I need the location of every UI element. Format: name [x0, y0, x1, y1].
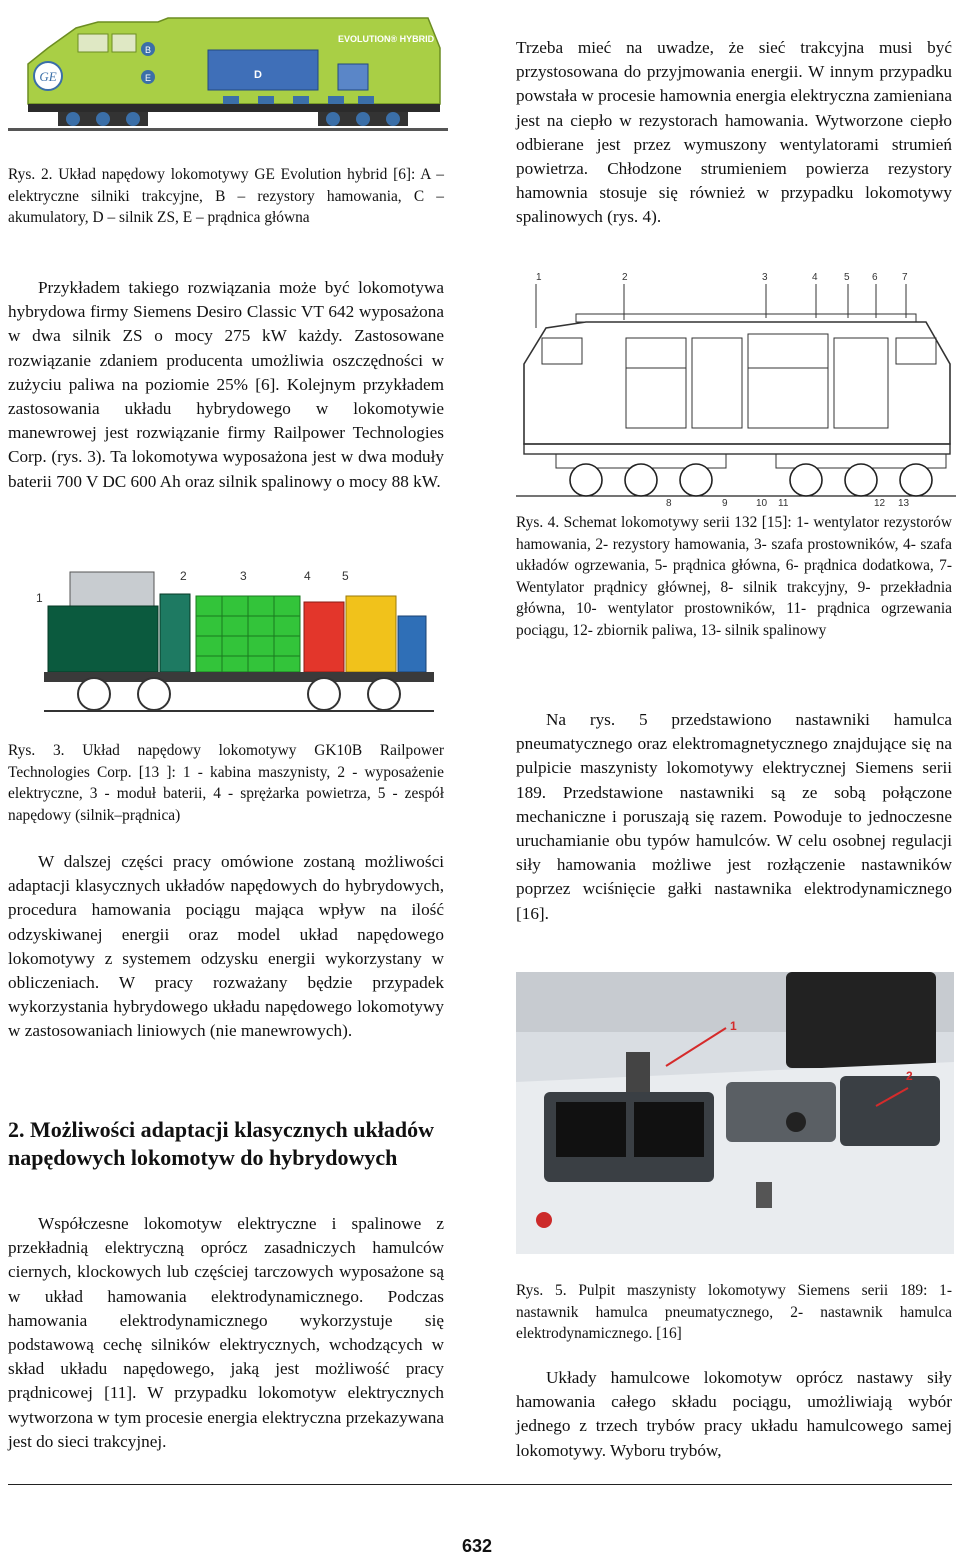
- svg-text:E: E: [145, 73, 152, 83]
- left-paragraph-2: W dalszej części pracy omówione zostaną możliwości adaptacji klasycznych układów napędowych do hybrydowych, procedura hamowania pociągu mająca wpływ na ilość odzyskiwanej energii oraz model układ napędowego lokomotywy z systemem odzysku energii wykorzystany w obliczeniach. W pracy rozważany będzie przypadek wykorzystania hybrydowego układu napędowego lokomotywy w zastosowaniach liniowych (nie manewrowych).: [8, 852, 444, 1041]
- figure-4-image: [516, 268, 956, 510]
- fig5-number-2: 2: [906, 1069, 913, 1083]
- svg-text:B: B: [145, 45, 152, 55]
- fig4-bottom-11: 11: [778, 498, 789, 509]
- fig5-number-1: 1: [730, 1019, 737, 1033]
- section-heading: 2. Możliwości adaptacji klasycznych układów napędowych lokomotyw do hybrydowych: [8, 1117, 434, 1170]
- evolution-hybrid-banner: EVOLUTION® HYBRID: [338, 34, 435, 44]
- fig3-number-5: 5: [342, 569, 349, 583]
- figure-3-image: [8, 566, 444, 716]
- fig4-bottom-13: 13: [898, 498, 910, 509]
- right-paragraph-2: Na rys. 5 przedstawiono nastawniki hamulca pneumatycznego oraz elektromagnetycznego znajdujące się na pulpicie maszynisty lokomotywy elektrycznej Siemens serii 189. Przedstawione nastawniki są ze sobą połączone mechaniczne i poruszają się razem. Powoduje to jednoczesne uruchamianie obu typów hamulców. W celu osobnej regulacji siły hamowania możliwe jest rozłączenie nastawników poprzez wciśnięcie gałki nastawnika elektrodynamicznego [16].: [516, 710, 952, 923]
- figure-5-caption: Rys. 5. Pulpit maszynisty lokomotywy Siemens serii 189: 1- nastawnik hamulca pneumatycznego, 2- nastawnik hamulca elektrodynamicznego. [16]: [516, 1282, 952, 1343]
- figure-4-caption: Rys. 4. Schemat lokomotywy serii 132 [15]: 1- wentylator rezystorów hamowania, 2- rezystory hamowania, 3- szafa prostowników, 4- szafa układów ogrzewania, 5- prądnica główna, 6- prądnica dodatkowa, 7- Wentylator prądnicy głównej, 8- silnik trakcyjny, 9- przekładnia główna, 10- wentylator prostowników, 11- prądnica ogrzewania pociągu, 12- zbiornik paliwa, 13- silnik spalinowy: [516, 514, 952, 639]
- fig3-number-4: 4: [304, 569, 311, 583]
- fig4-top-5: 5: [844, 272, 850, 283]
- ge-logo: GE: [39, 69, 57, 84]
- page-number: 632: [462, 1536, 493, 1556]
- fig4-bottom-9: 9: [722, 498, 728, 509]
- fig4-top-2: 2: [622, 272, 628, 283]
- figure-3-caption: Rys. 3. Układ napędowy lokomotywy GK10B Railpower Technologies Corp. [13 ]: 1 - kabina maszynisty, 2 - wyposażenie elektryczne, 3 - moduł baterii, 4 - sprężarka powietrza, 5 - zespół napędowy (silnik–prądnica): [8, 742, 444, 824]
- right-paragraph-3: Układy hamulcowe lokomotyw oprócz nastawy siły hamowania całego składu pociągu, umożliwiają wybór jednego z trzech trybów pracy układu hamulcowego samej lokomotywy. Wyboru trybów,: [516, 1368, 952, 1460]
- footer-rule: [8, 1484, 952, 1485]
- fig4-top-4: 4: [812, 272, 818, 283]
- fig4-bottom-12: 12: [874, 498, 886, 509]
- fig4-top-3: 3: [762, 272, 768, 283]
- fig3-number-3: 3: [240, 569, 247, 583]
- fig4-top-7: 7: [902, 272, 908, 283]
- fig4-top-1: 1: [536, 272, 542, 283]
- figure-2-caption: Rys. 2. Układ napędowy lokomotywy GE Evolution hybrid [6]: A – elektryczne silniki trakcyjne, B – rezystory hamowania, C – akumulatory, D – silnik ZS, E – prądnica główna: [8, 166, 444, 227]
- fig3-number-2: 2: [180, 569, 187, 583]
- fig4-bottom-8: 8: [666, 498, 672, 509]
- figure-5-image: [516, 972, 954, 1254]
- fig3-number-1: 1: [36, 591, 43, 605]
- left-paragraph-3: Współczesne lokomotyw elektryczne i spalinowe z przekładnią elektryczną oprócz zasadniczych hamulców ciernych, klockowych lub częściej tarczowych wyposażone są w układ hamowania elektrodynamicznego. Podczas hamowania elektrodynamicznego wykorzystuje się podstawową cechę silników elektrycznych, wchodzących w skład układu napędowego, jaką jest możliwość pracy prądnicowej [11]. W przypadku lokomotyw elektrycznych wytworzona w tym procesie energia elektryczna przekazywana jest do sieci trakcyjnej.: [8, 1214, 444, 1451]
- svg-text:D: D: [254, 69, 262, 81]
- figure-2-image: [8, 4, 448, 136]
- left-paragraph-1: Przykładem takiego rozwiązania może być lokomotywa hybrydowa firmy Siemens Desiro Classic VT 642 wyposażona w dwa silnik ZS o mocy 275 kW każdy. Zastosowane rozwiązanie zdaniem producenta umożliwia oszczędności w zużyciu paliwa na poziomie 25% [6]. Kolejnym przykładem zastosowania układu hybrydowego w lokomotywie manewrowej jest rozwiązanie firmy Railpower Technologies Corp. (rys. 3). Ta lokomotywa wyposażona jest w dwa moduły baterii 700 V DC 600 Ah oraz silnik spalinowy o mocy 88 kW.: [8, 278, 444, 491]
- right-paragraph-1: Trzeba mieć na uwadze, że sieć trakcyjna musi być przystosowana do przyjmowania energii. W innym przypadku powstała w procesie hamownia energia elektryczna zamieniana jest na ciepło w rezystorach hamowania. Wytworzone ciepło odbierane jest przez wymuszony wentylatorami strumień powietrza. Chłodzone strumieniem powierza rezystory hamownia stosuje się również w przypadku lokomotywy spalinowych (rys. 4).: [516, 38, 952, 227]
- fig4-bottom-10: 10: [756, 498, 768, 509]
- fig4-top-6: 6: [872, 272, 878, 283]
